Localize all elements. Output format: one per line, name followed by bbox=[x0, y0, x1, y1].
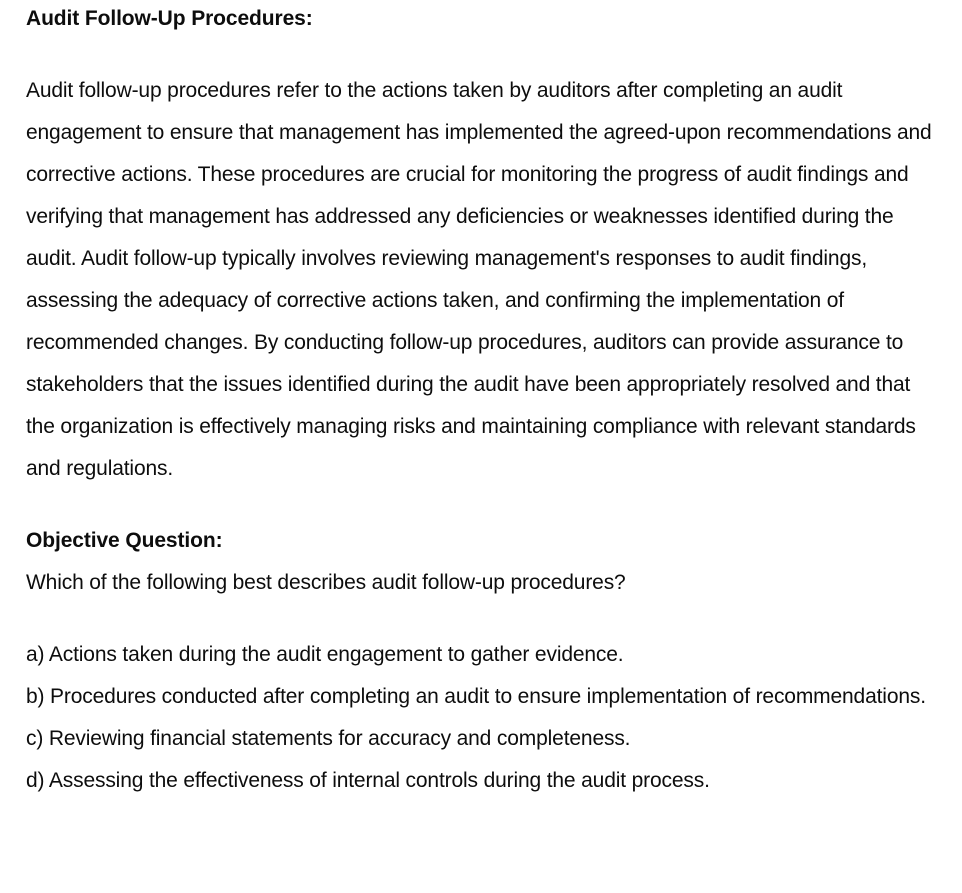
spacer bbox=[26, 490, 936, 520]
answer-option-c: c) Reviewing financial statements for accuracy and completeness. bbox=[26, 727, 631, 750]
question-text: Which of the following best describes audit follow-up procedures? bbox=[26, 571, 626, 594]
answer-option-a: a) Actions taken during the audit engagement to gather evidence. bbox=[26, 643, 624, 666]
question-title: Objective Question: bbox=[26, 529, 223, 552]
section-body: Audit follow-up procedures refer to the actions taken by auditors after completing an audit engagement to ensure that management has implemented the agreed-upon recommendations and corrective actions. These procedures are crucial for monitoring the progress of audit findings and verifying that management has addressed any deficiencies or weaknesses identified during the audit. Audit follow-up typically involves reviewing management's responses to audit findings, assessing the adequacy of corrective actions taken, and confirming the implementation of recommended changes. By conducting follow-up procedures, auditors can provide assurance to stakeholders that the issues identified during the audit have been appropriately resolved and that the organization is effectively managing risks and maintaining compliance with relevant standards and regulations. bbox=[26, 79, 932, 480]
answer-option-d: d) Assessing the effectiveness of internal controls during the audit process. bbox=[26, 769, 710, 792]
answer-option-b: b) Procedures conducted after completing an audit to ensure implementation of recommendations. bbox=[26, 685, 926, 708]
spacer bbox=[26, 40, 936, 70]
spacer bbox=[26, 604, 936, 634]
section-title: Audit Follow-Up Procedures: bbox=[26, 7, 313, 30]
